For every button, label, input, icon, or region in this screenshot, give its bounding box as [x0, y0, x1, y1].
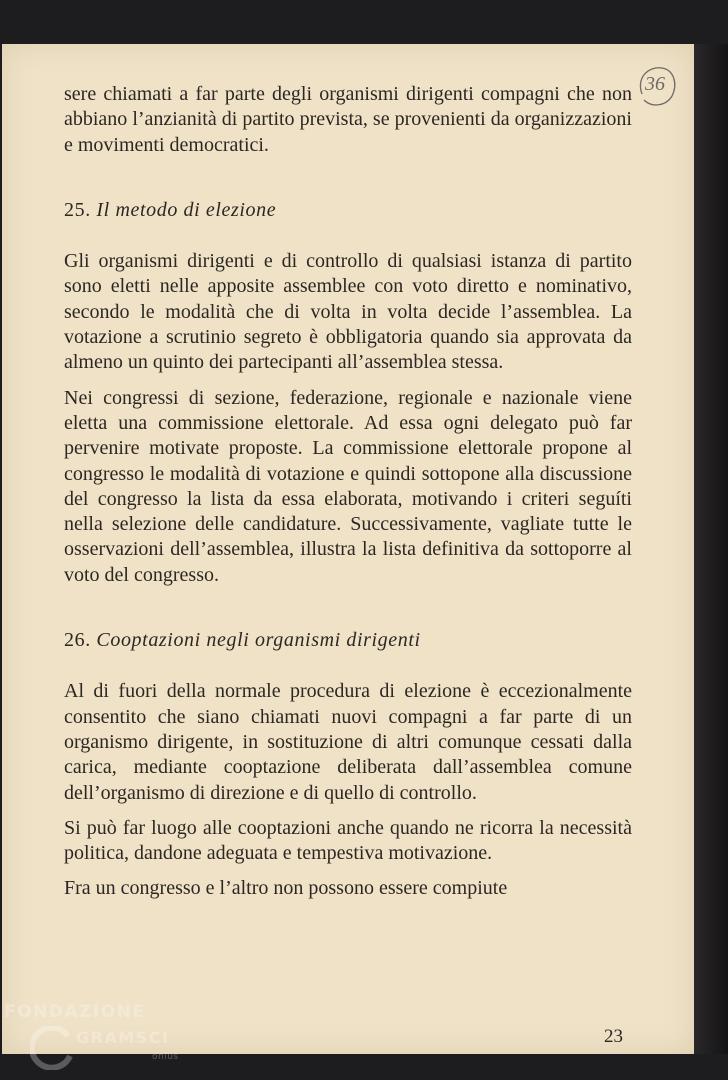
section-number: 25. — [64, 198, 91, 221]
paragraph-25-2: Nei congressi di sezione, federazione, regionale e nazionale viene eletta una commissione elettorale. Ad essa ogni delegato può far pervenire motivate proposte. La commissione elettorale propone al congresso le modalità di votazione e quindi sottopone alla discussione del congresso la lista da essa elaborata, motivando i criteri seguíti nella selezione delle candidature. Successivamente, vagliate tutte le osservazioni dell’assemblea, illustra la lista definitiva da sottoporre al voto del congresso. — [64, 386, 632, 586]
scanner-background — [694, 44, 728, 1054]
section-number: 26. — [64, 629, 91, 652]
paragraph-26-1: Al di fuori della normale procedura di elezione è eccezionalmente consentito che siano chiamati nuovi compagni a far parte di un organismo dirigente, in sostituzione di altri comunque cessati dalla carica, mediante cooptazione deliberata dall’assemblea comune dell’organismo di direzione e di quello di controllo. — [64, 680, 632, 804]
paragraph-26-3: Fra un congresso e l’altro non possono essere compiute — [64, 877, 508, 900]
watermark-logo — [4, 1000, 204, 1080]
handwritten-circle-icon — [634, 64, 678, 110]
page-number: 23 — [604, 1026, 623, 1047]
watermark-circle-icon — [30, 1026, 74, 1070]
paragraph-26-2: Si può far luogo alle cooptazioni anche quando ne ricorra la necessità politica, dandone adeguata e tempestiva motivazione. — [64, 816, 632, 865]
watermark-onlus: onlus — [152, 1052, 179, 1062]
svg-text:36: 36 — [645, 73, 665, 95]
paragraph-25-1: Gli organismi dirigenti e di controllo di qualsiasi istanza di partito sono eletti nelle apposite assemblee con voto diretto e nominativo, secondo le modalità che di volta in volta decide l’assemblea. La votazione a scrutinio segreto è obbligatoria quando sia approvata da almeno un quinto dei partecipanti all’assemblea stessa. — [64, 250, 632, 374]
section-heading-25 — [64, 198, 632, 223]
section-heading-26 — [64, 628, 632, 653]
body-text — [64, 82, 632, 902]
watermark-line1: FONDAZIONE — [4, 1002, 146, 1022]
paragraph-intro: sere chiamati a far parte degli organismi dirigenti compagni che non abbiano l’anzianità di partito prevista, se provenienti da organizzazioni e movimenti democratici. — [64, 83, 632, 156]
handwritten-page-note — [634, 64, 678, 110]
section-title: Cooptazioni negli organismi dirigenti — [96, 629, 421, 652]
section-title: Il metodo di elezione — [96, 198, 277, 221]
watermark-line2: GRAMSCI — [76, 1028, 170, 1047]
